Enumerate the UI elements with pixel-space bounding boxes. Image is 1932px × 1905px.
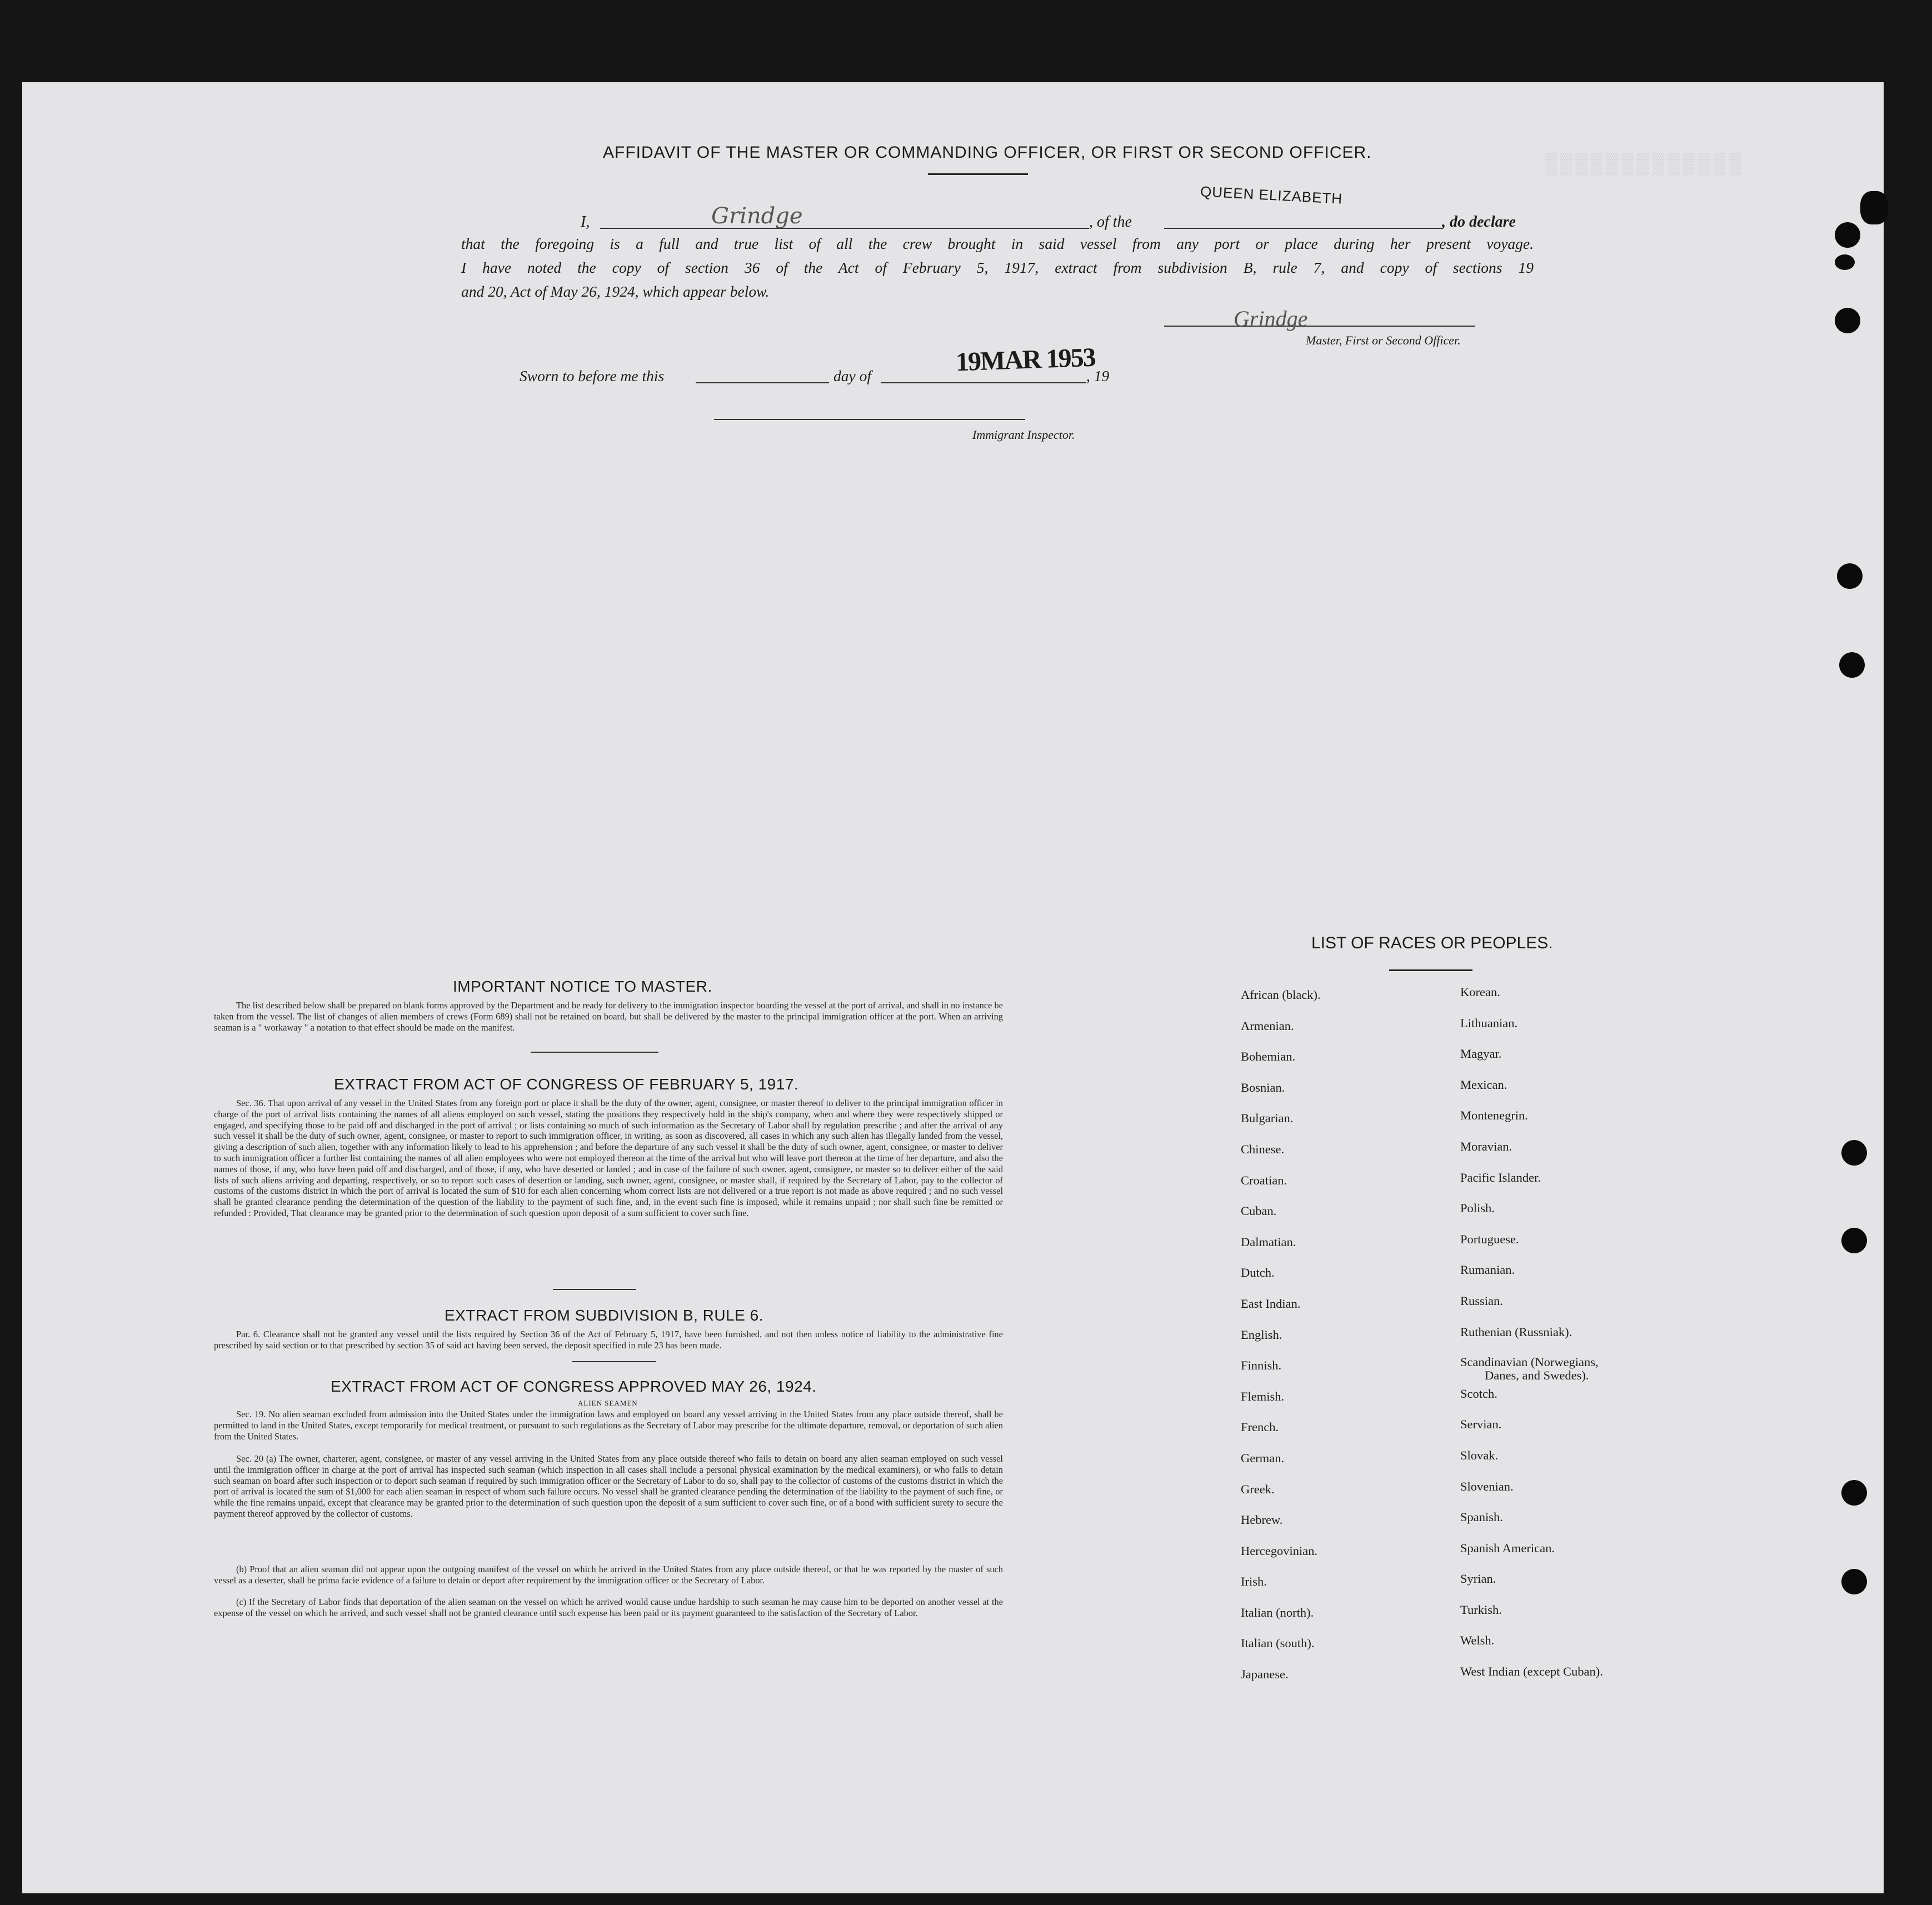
race-item: Spanish American. bbox=[1460, 1541, 1555, 1555]
extract-rule6-text: Par. 6. Clearance shall not be granted any vessel until the lists required by Section 36 of the Act of February 5, 1917, have been furnished, and not then unless notice of liability to the administrative fine prescribed by said section or to that prescribed by section 35 of said act having been served, the deposit specified in rule 23 has been made. bbox=[214, 1329, 1003, 1351]
races-list-left bbox=[1241, 988, 1321, 1698]
race-item-line: Danes, and Swedes). bbox=[1485, 1368, 1589, 1383]
vessel-name-blank bbox=[1164, 228, 1442, 229]
race-item: English. bbox=[1241, 1327, 1282, 1342]
notice-text: The list described below shall be prepared on blank forms approved by the Department and be ready for delivery to the immigration inspector boarding the vessel at the port of arrival, and shall in no instance be taken from the vessel. The list of changes of alien members of crews (Form 689) shall not be retained on board, but shall be delivered by the master to the principal immigration officer at the port. When an arriving seaman is a " workaway " a notation to that effect should be made on the manifest. bbox=[214, 1000, 1003, 1033]
of-the-label: , of the bbox=[1089, 213, 1132, 231]
inspector-signature-line bbox=[714, 419, 1025, 420]
race-item: Polish. bbox=[1460, 1201, 1495, 1216]
race-item: Russian. bbox=[1460, 1293, 1503, 1308]
punch-hole bbox=[1835, 222, 1860, 248]
punch-hole bbox=[1841, 1480, 1867, 1506]
sworn-month-blank bbox=[881, 382, 1086, 383]
race-item: East Indian. bbox=[1241, 1296, 1301, 1311]
race-item: Finnish. bbox=[1241, 1358, 1282, 1373]
race-item: Pacific Islander. bbox=[1460, 1170, 1541, 1184]
affidavit-title: AFFIDAVIT OF THE MASTER OR COMMANDING OFFICER, OR FIRST OR SECOND OFFICER. bbox=[603, 143, 1372, 162]
race-item: Hebrew. bbox=[1241, 1513, 1283, 1527]
inspector-caption: Immigrant Inspector. bbox=[972, 428, 1075, 442]
title-underline bbox=[1389, 969, 1472, 971]
race-item-line: Scandinavian (Norwegians, bbox=[1460, 1355, 1599, 1369]
punch-hole bbox=[1835, 254, 1855, 270]
race-item: Servian. bbox=[1460, 1417, 1502, 1432]
divider bbox=[553, 1289, 636, 1290]
race-item: Montenegrin. bbox=[1460, 1108, 1528, 1123]
race-item: Mexican. bbox=[1460, 1077, 1507, 1092]
race-item: African (black). bbox=[1241, 988, 1321, 1002]
race-item: Rumanian. bbox=[1460, 1263, 1515, 1277]
bleed-through-text: ▒▒▒▒▒▒▒▒▒▒▒▒▒ bbox=[1545, 153, 1744, 176]
race-item: Irish. bbox=[1241, 1574, 1267, 1589]
punch-hole bbox=[1841, 1140, 1867, 1166]
extract-1917-text: Sec. 36. That upon arrival of any vessel in the United States from any foreign port or place it shall be the duty of the owner, agent, consignee, or master thereof to deliver to the principal immigration officer in charge of the port of arrival lists containing the names of all aliens employed on such vessel, stating the positions they respectively hold in the ship's company, when and where they were respectively shipped or engaged, and specifying those to be paid off and discharged in the port of arrival ; or lists containing so much of such information as the Secretary of Labor shall by regulation prescribe ; and after the arrival of any such vessel it shall be the duty of such owner, agent, consignee, or master to report to such immigration officer, in writing, as soon as discovered, all cases in which any such alien has illegally landed from the vessel, giving a description of such alien, together with any information likely to lead to his apprehension ; and before the departure of any such vessel it shall be the duty of such owner, agent, consignee, or master to deliver to such immigration officer a further list containing the names of all alien employees who were not employed thereon at the time of the arrival but who will leave port thereon at the time of her departure, and also the names of those, if any, who have been paid off and discharged, and of those, if any, who have deserted or landed ; and in case of the failure of such owner, agent, consignee, or master so to deliver either of the said lists of such aliens arriving and departing, respectively, or so to report such cases of desertion or landing, such owner, agent, consignee, or master shall, if required by the Secretary of Labor, pay to the collector of customs of the customs district in which the port of arrival is located the sum of $10 for each alien concerning whom correct lists are not delivered or a true report is not made as above required ; and no such vessel shall be granted clearance pending the determination of the question of the liability to the payment of such fine, and, in the event such fine is imposed, while it remains unpaid ; nor shall such fine be remitted or refunded : Provided, That clearance may be granted prior to the determination of such question upon deposit of a sum sufficient to cover such fine. bbox=[214, 1098, 1003, 1218]
race-item: French. bbox=[1241, 1420, 1279, 1434]
race-item: Syrian. bbox=[1460, 1572, 1496, 1586]
race-item: Chinese. bbox=[1241, 1142, 1285, 1156]
races-title: LIST OF RACES OR PEOPLES. bbox=[1311, 934, 1553, 952]
sworn-prefix: Sworn to before me this bbox=[520, 367, 665, 384]
handwritten-name: Grindge bbox=[711, 203, 803, 229]
sworn-day-blank bbox=[696, 382, 829, 383]
divider bbox=[572, 1361, 656, 1362]
race-item: Hercegovinian. bbox=[1241, 1543, 1318, 1558]
race-item: Portuguese. bbox=[1460, 1232, 1519, 1246]
race-item: Armenian. bbox=[1241, 1018, 1294, 1033]
affidavit-line-4: and 20, Act of May 26, 1924, which appear below. bbox=[461, 283, 770, 300]
race-item: Ruthenian (Russniak). bbox=[1460, 1324, 1572, 1339]
punch-hole bbox=[1835, 308, 1860, 333]
race-item: Dalmatian. bbox=[1241, 1234, 1296, 1249]
extract-1924-sec19: Sec. 19. No alien seaman excluded from admission into the United States under the immigration laws and employed on board any vessel arriving in the United States from any place outside thereof, shall be permitted to land in the United States, except temporarily for medical treatment, or pursuant to such regulations as the Secretary of Labor may prescribe for the ultimate departure, removal, or deportation of such alien from the United States. bbox=[214, 1409, 1003, 1442]
master-signature: Grindge bbox=[1234, 306, 1308, 331]
affidavit-line-2: that the foregoing is a full and true list of all the crew brought in said vessel from any port or place during her present voyage. bbox=[461, 235, 1534, 252]
punch-hole bbox=[1841, 1569, 1867, 1594]
race-item: West Indian (except Cuban). bbox=[1460, 1664, 1603, 1679]
extract-1924-sec20b: (b) Proof that an alien seaman did not appear upon the outgoing manifest of the vessel on which he arrived in the United States from any place outside thereof, or that he was reported by the master of such vessel as a deserter, shall be prima facie evidence of a failure to detain or deport after requirement by the immigration officer or the Secretary of Labor. bbox=[214, 1564, 1003, 1586]
races-list-right bbox=[1460, 985, 1603, 1696]
race-item: Turkish. bbox=[1460, 1602, 1502, 1617]
vessel-name-stamp: QUEEN ELIZABETH bbox=[1200, 183, 1343, 207]
extract-1924-title: EXTRACT FROM ACT OF CONGRESS APPROVED MAY 26, 1924. bbox=[331, 1378, 817, 1395]
punch-hole bbox=[1841, 1228, 1867, 1253]
extract-1924-sec20a: Sec. 20 (a) The owner, charterer, agent, consignee, or master of any vessel arriving in the United States from any place outside thereof who fails to detain on board any alien seaman employed on such vessel until the immigration officer in charge at the port of arrival has inspected such seaman (which inspection in all cases shall include a personal physical examination by the medical examiners), or who fails to detain such seaman on board after such inspection or to deport such seaman if required by such immigration officer or the Secretary of Labor to do so, shall pay to the collector of customs of the customs district in which the port of arrival is located the sum of $1,000 for each alien seaman in respect of whom such failure occurs. No vessel shall be granted clearance pending the determination of the liability to the payment of such fine, or while the fine remains unpaid, except that clearance may be granted prior to the determination of such question upon the deposit of a sum sufficient to cover such fine, or of a bond with sufficient surety to secure the payment thereof approved by the collector of customs. bbox=[214, 1453, 1003, 1519]
extract-1924-subtitle: ALIEN SEAMEN bbox=[578, 1399, 638, 1407]
race-item: Bulgarian. bbox=[1241, 1111, 1294, 1126]
master-signature-line bbox=[1164, 326, 1475, 327]
race-item: Slovenian. bbox=[1460, 1479, 1514, 1493]
race-item: Korean. bbox=[1460, 985, 1500, 999]
race-item: Welsh. bbox=[1460, 1633, 1495, 1648]
race-item: Slovak. bbox=[1460, 1448, 1499, 1462]
race-item: Spanish. bbox=[1460, 1510, 1503, 1524]
extract-1917-title: EXTRACT FROM ACT OF CONGRESS OF FEBRUARY 5, 1917. bbox=[334, 1076, 799, 1093]
race-item: Bosnian. bbox=[1241, 1080, 1285, 1094]
race-item: Moravian. bbox=[1460, 1139, 1512, 1153]
race-item: Scotch. bbox=[1460, 1386, 1497, 1401]
extract-1924-sec20c: (c) If the Secretary of Labor finds that deportation of the alien seaman on the vessel on which he arrived would cause undue hardship to such seaman he may cause him to be deported on another vessel at the expense of the vessel on which he arrived, and such vessel shall not be granted clearance until such expense has been paid or its payment guaranteed to the satisfaction of the Secretary of Labor. bbox=[214, 1597, 1003, 1618]
race-item: Bohemian. bbox=[1241, 1049, 1296, 1064]
race-item: Magyar. bbox=[1460, 1047, 1502, 1061]
date-stamp: 19MAR 1953 bbox=[955, 342, 1096, 377]
race-item: Flemish. bbox=[1241, 1389, 1285, 1403]
do-declare-label: , do declare bbox=[1442, 213, 1516, 231]
race-item: Japanese. bbox=[1241, 1667, 1289, 1682]
race-item: Dutch. bbox=[1241, 1266, 1275, 1280]
race-item bbox=[1460, 1356, 1603, 1387]
race-item: Italian (south). bbox=[1241, 1636, 1315, 1651]
notice-title: IMPORTANT NOTICE TO MASTER. bbox=[453, 978, 712, 995]
punch-hole bbox=[1837, 563, 1863, 589]
race-item: Italian (north). bbox=[1241, 1605, 1314, 1619]
declarant-name-blank bbox=[600, 228, 1089, 229]
race-item: Lithuanian. bbox=[1460, 1016, 1518, 1030]
punch-hole bbox=[1839, 652, 1865, 678]
affidavit-line-3: I have noted the copy of section 36 of the Act of February 5, 1917, extract from subdivision B, rule 7, and copy of sections 19 bbox=[461, 259, 1534, 276]
race-item: German. bbox=[1241, 1451, 1285, 1465]
title-underline bbox=[928, 173, 1028, 175]
affidavit-i-label: I, bbox=[581, 213, 590, 231]
document-page bbox=[22, 82, 1884, 1893]
race-item: Croatian. bbox=[1241, 1173, 1287, 1187]
day-of-label: day of bbox=[833, 367, 871, 384]
extract-rule6-title: EXTRACT FROM SUBDIVISION B, RULE 6. bbox=[445, 1307, 763, 1324]
punch-hole bbox=[1860, 191, 1888, 224]
divider bbox=[531, 1052, 658, 1053]
year-label: , 19 bbox=[1086, 367, 1110, 384]
race-item: Greek. bbox=[1241, 1482, 1275, 1496]
master-caption: Master, First or Second Officer. bbox=[1306, 333, 1461, 347]
race-item: Cuban. bbox=[1241, 1204, 1277, 1218]
